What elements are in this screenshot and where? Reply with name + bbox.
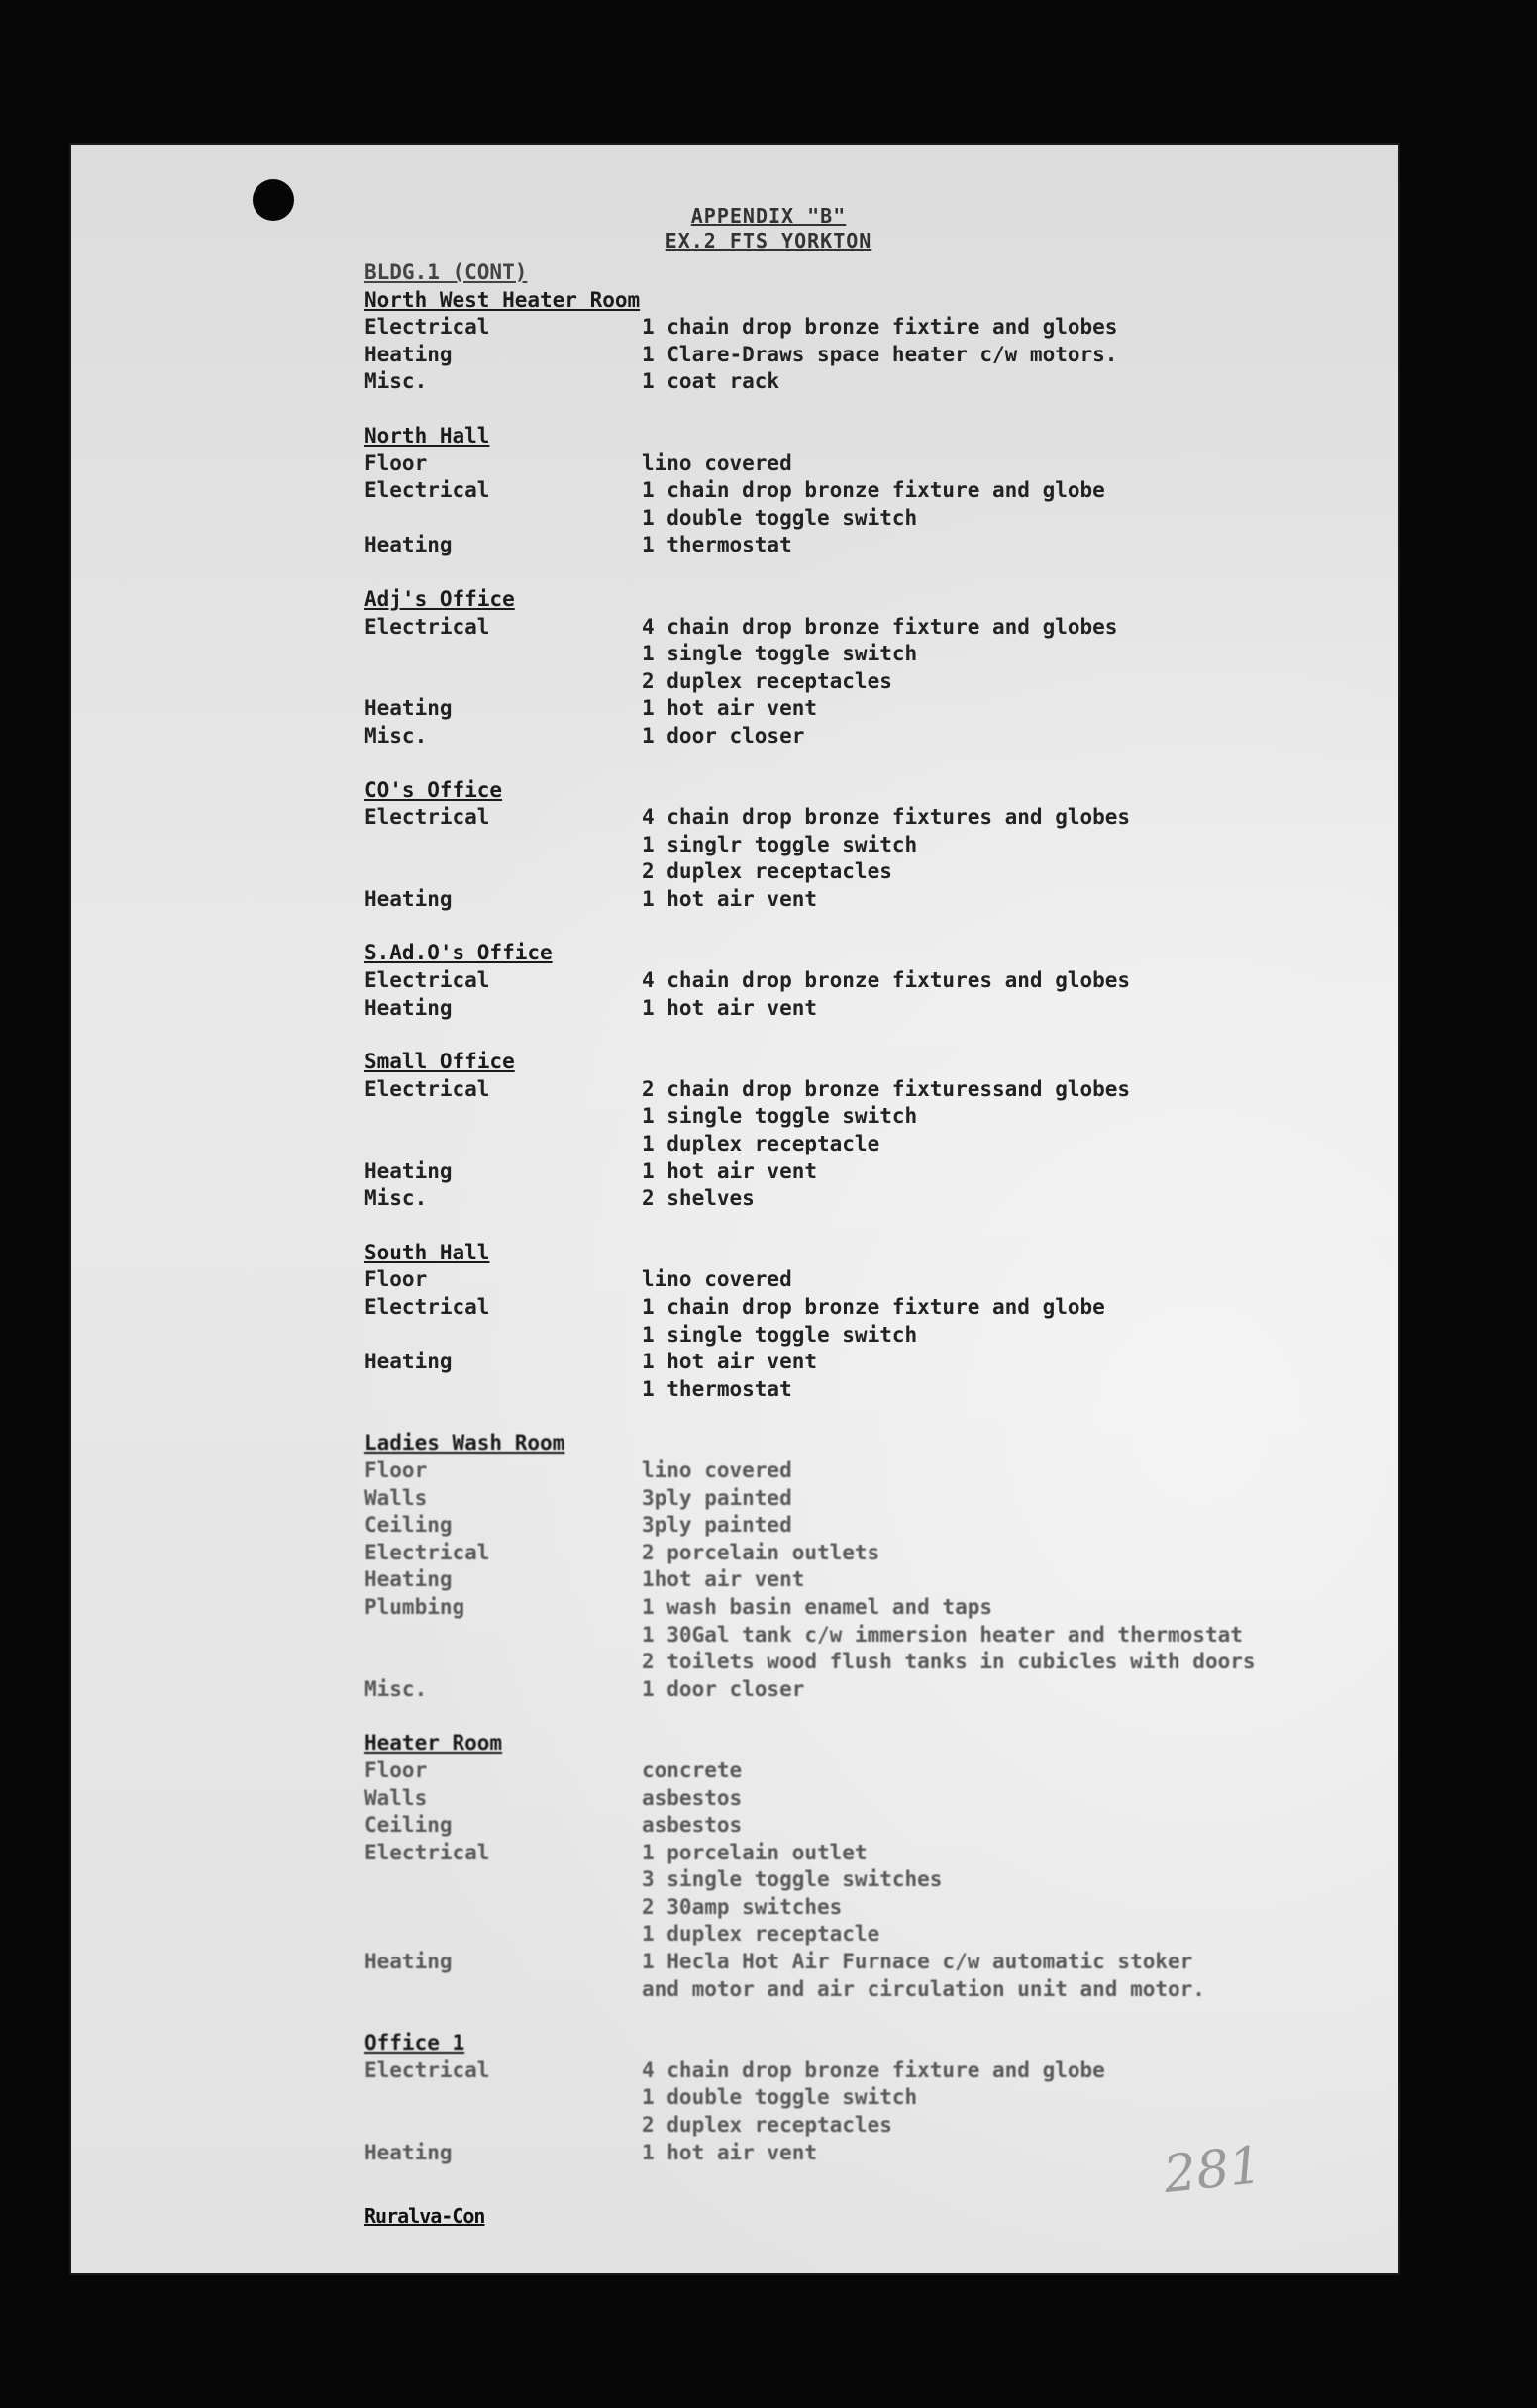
item-entry: 1 coat rack (642, 369, 780, 394)
item-entry: 1 Hecla Hot Air Furnace c/w automatic stoker (642, 1950, 1193, 1974)
inventory-row (364, 1812, 1355, 1840)
item-entry: 2 chain drop bronze fixturessand globes (642, 1076, 1131, 1101)
item-list (642, 967, 1130, 995)
item-list (642, 1594, 1256, 1676)
category-label: Electrical (364, 2057, 490, 2082)
category-label: Electrical (364, 1540, 490, 1564)
item-entry: 1 single toggle switch (642, 1104, 918, 1129)
item-list (642, 1540, 879, 1567)
inventory-row (364, 886, 1355, 914)
item-entry: 1 Clare-Draws space heater c/w motors. (642, 342, 1118, 366)
category-label: Walls (364, 1785, 428, 1810)
category-label: Heating (364, 696, 453, 721)
inventory-row (364, 723, 1355, 751)
category-label: Misc. (364, 1186, 428, 1211)
item-entry: 1 door closer (642, 1676, 805, 1701)
room-title: CO's Office (364, 777, 503, 802)
item-entry: 3 single toggle switches (642, 1867, 943, 1892)
item-list (642, 1349, 817, 1403)
item-entry: 2 30amp switches (642, 1894, 843, 1919)
item-list (642, 804, 1130, 886)
inventory-row (364, 368, 1355, 396)
appendix-subtitle: EX.2 FTS YORKTON (665, 229, 872, 252)
item-list (642, 1512, 792, 1540)
inventory-row (364, 967, 1355, 995)
category-label: Floor (364, 1267, 428, 1292)
item-list (642, 451, 792, 478)
item-entry: 1 wash basin enamel and taps (642, 1594, 993, 1619)
item-entry: 4 chain drop bronze fixture and globes (642, 614, 1118, 639)
inventory-list (364, 259, 1355, 2193)
category-label: Electrical (364, 614, 490, 639)
item-entry: 1 porcelain outlet (642, 1840, 868, 1864)
inventory-row (364, 477, 1355, 532)
category-label: Walls (364, 1485, 428, 1510)
item-list (642, 1812, 742, 1840)
room-section (364, 1049, 1355, 1213)
inventory-row (364, 1757, 1355, 1785)
category-label: Heating (364, 1567, 453, 1592)
item-entry: 4 chain drop bronze fixture and globe (642, 2057, 1105, 2082)
room-title: Office 1 (364, 2031, 465, 2056)
item-entry: 1 hot air vent (642, 1158, 818, 1183)
item-list (642, 1757, 742, 1785)
item-entry: 1 chain drop bronze fixtire and globes (642, 315, 1118, 340)
category-label: Floor (364, 1757, 428, 1782)
category-label: Heating (364, 533, 453, 557)
inventory-row (364, 342, 1355, 369)
item-entry: 1 hot air vent (642, 995, 818, 1020)
category-label: Floor (364, 1457, 428, 1482)
item-entry: 3ply painted (642, 1513, 792, 1538)
item-list (642, 1158, 817, 1186)
item-entry: 1 duplex receptacle (642, 1132, 880, 1156)
item-list (642, 2057, 1105, 2140)
item-list (642, 1676, 804, 1704)
inventory-row (364, 1457, 1355, 1485)
item-list (642, 1457, 792, 1485)
inventory-row (364, 1840, 1355, 1949)
item-entry: 2 shelves (642, 1186, 755, 1211)
item-list (642, 1266, 792, 1294)
inventory-row (364, 804, 1355, 886)
item-list (642, 1294, 1105, 1349)
room-title: S.Ad.O's Office (364, 941, 553, 965)
category-label: Ceiling (364, 1513, 453, 1538)
category-label: Misc. (364, 723, 428, 748)
item-entry: 2 duplex receptacles (642, 2113, 892, 2138)
item-entry: 1 double toggle switch (642, 505, 918, 530)
appendix-title: APPENDIX "B" (690, 204, 847, 228)
room-section (364, 586, 1355, 751)
inventory-row (364, 1566, 1355, 1594)
category-label: Floor (364, 451, 428, 475)
item-entry: 1 hot air vent (642, 696, 818, 721)
inventory-row (364, 2057, 1355, 2140)
room-title: North Hall (364, 423, 490, 448)
item-entry: 1 chain drop bronze fixture and globe (642, 478, 1105, 503)
item-list (642, 1949, 1205, 2003)
item-list (642, 1485, 792, 1513)
category-label: Heating (364, 1158, 453, 1183)
room-section (364, 423, 1355, 559)
item-entry: lino covered (642, 1457, 792, 1482)
item-list (642, 2140, 817, 2167)
inventory-row (364, 1266, 1355, 1294)
item-entry: 4 chain drop bronze fixtures and globes (642, 968, 1131, 993)
category-label: Heating (364, 995, 453, 1020)
inventory-row (364, 1185, 1355, 1213)
inventory-row (364, 1949, 1355, 2003)
item-list (642, 1840, 942, 1949)
item-list (642, 1785, 742, 1813)
inventory-row (364, 1512, 1355, 1540)
room-title: Heater Room (364, 1731, 503, 1756)
room-section (364, 1240, 1355, 1404)
item-entry: 2 duplex receptacles (642, 859, 892, 884)
footer-mark: Ruralva-Con (364, 2204, 485, 2228)
category-label: Heating (364, 886, 453, 911)
room-title: Adj's Office (364, 586, 515, 611)
item-entry: 1 hot air vent (642, 1350, 818, 1374)
item-list (642, 342, 1117, 369)
inventory-row (364, 1785, 1355, 1813)
inventory-row (364, 614, 1355, 696)
item-list (642, 314, 1117, 342)
inventory-row (364, 532, 1355, 559)
room-section (364, 940, 1355, 1022)
item-list (642, 995, 817, 1023)
item-list (642, 1185, 755, 1213)
item-list (642, 886, 817, 914)
item-list (642, 477, 1105, 532)
item-entry: concrete (642, 1757, 743, 1782)
category-label: Misc. (364, 1676, 428, 1701)
item-entry: 1 double toggle switch (642, 2085, 918, 2110)
inventory-row (364, 314, 1355, 342)
item-list (642, 368, 779, 396)
inventory-row (364, 1676, 1355, 1704)
inventory-row (364, 1294, 1355, 1349)
item-entry: and motor and air circulation unit and motor. (642, 1976, 1205, 2001)
room-section (364, 777, 1355, 914)
item-entry: 1 single toggle switch (642, 1322, 918, 1347)
category-label: Electrical (364, 1076, 490, 1101)
item-entry: 1 hot air vent (642, 2140, 818, 2164)
item-entry: 2 duplex receptacles (642, 668, 892, 693)
room-title: South Hall (364, 1240, 490, 1264)
category-label: Electrical (364, 968, 490, 993)
category-label: Electrical (364, 1840, 490, 1864)
item-list (642, 695, 817, 723)
item-entry: 1 chain drop bronze fixture and globe (642, 1295, 1105, 1319)
category-label: Electrical (364, 805, 490, 830)
item-entry: 1 thermostat (642, 533, 792, 557)
room-title: Ladies Wash Room (364, 1431, 565, 1455)
inventory-row (364, 1594, 1355, 1676)
item-entry: 1 door closer (642, 723, 805, 748)
inventory-row (364, 1349, 1355, 1403)
room-section (364, 287, 1355, 396)
item-entry: 1 hot air vent (642, 886, 818, 911)
inventory-row (364, 995, 1355, 1023)
building-heading: BLDG.1 (CONT) (364, 260, 528, 284)
category-label: Electrical (364, 315, 490, 340)
category-label: Heating (364, 1950, 453, 1974)
category-label: Misc. (364, 369, 428, 394)
room-title: North West Heater Room (364, 287, 641, 312)
room-section (364, 1730, 1355, 2003)
item-list (642, 1566, 804, 1594)
inventory-row (364, 1076, 1355, 1158)
item-entry: asbestos (642, 1785, 743, 1810)
room-section (364, 1430, 1355, 1703)
inventory-row (364, 451, 1355, 478)
item-list (642, 532, 792, 559)
inventory-row (364, 1158, 1355, 1186)
item-entry: 2 toilets wood flush tanks in cubicles with doors (642, 1650, 1256, 1674)
item-entry: 1hot air vent (642, 1567, 805, 1592)
inventory-row (364, 695, 1355, 723)
item-entry: 3ply painted (642, 1485, 792, 1510)
item-entry: 1 single toggle switch (642, 642, 918, 666)
category-label: Heating (364, 2140, 453, 2164)
item-entry: 1 30Gal tank c/w immersion heater and thermostat (642, 1622, 1243, 1647)
category-label: Electrical (364, 1295, 490, 1319)
rooms-container (364, 287, 1355, 2167)
item-entry: 1 thermostat (642, 1376, 792, 1401)
category-label: Ceiling (364, 1813, 453, 1838)
category-label: Heating (364, 1350, 453, 1374)
item-entry: lino covered (642, 1267, 792, 1292)
item-entry: 1 duplex receptacle (642, 1922, 880, 1947)
item-entry: asbestos (642, 1813, 743, 1838)
inventory-row (364, 1485, 1355, 1513)
category-label: Plumbing (364, 1594, 465, 1619)
item-list (642, 723, 804, 751)
item-entry: 1 singlr toggle switch (642, 832, 918, 856)
category-label: Heating (364, 342, 453, 366)
item-entry: 2 porcelain outlets (642, 1540, 880, 1564)
item-entry: 4 chain drop bronze fixtures and globes (642, 805, 1131, 830)
category-label: Electrical (364, 478, 490, 503)
handwritten-page-number: 281 (1161, 2135, 1266, 2206)
room-title: Small Office (364, 1050, 515, 1074)
item-list (642, 614, 1117, 696)
item-list (642, 1076, 1130, 1158)
inventory-row (364, 1540, 1355, 1567)
item-entry: lino covered (642, 451, 792, 475)
